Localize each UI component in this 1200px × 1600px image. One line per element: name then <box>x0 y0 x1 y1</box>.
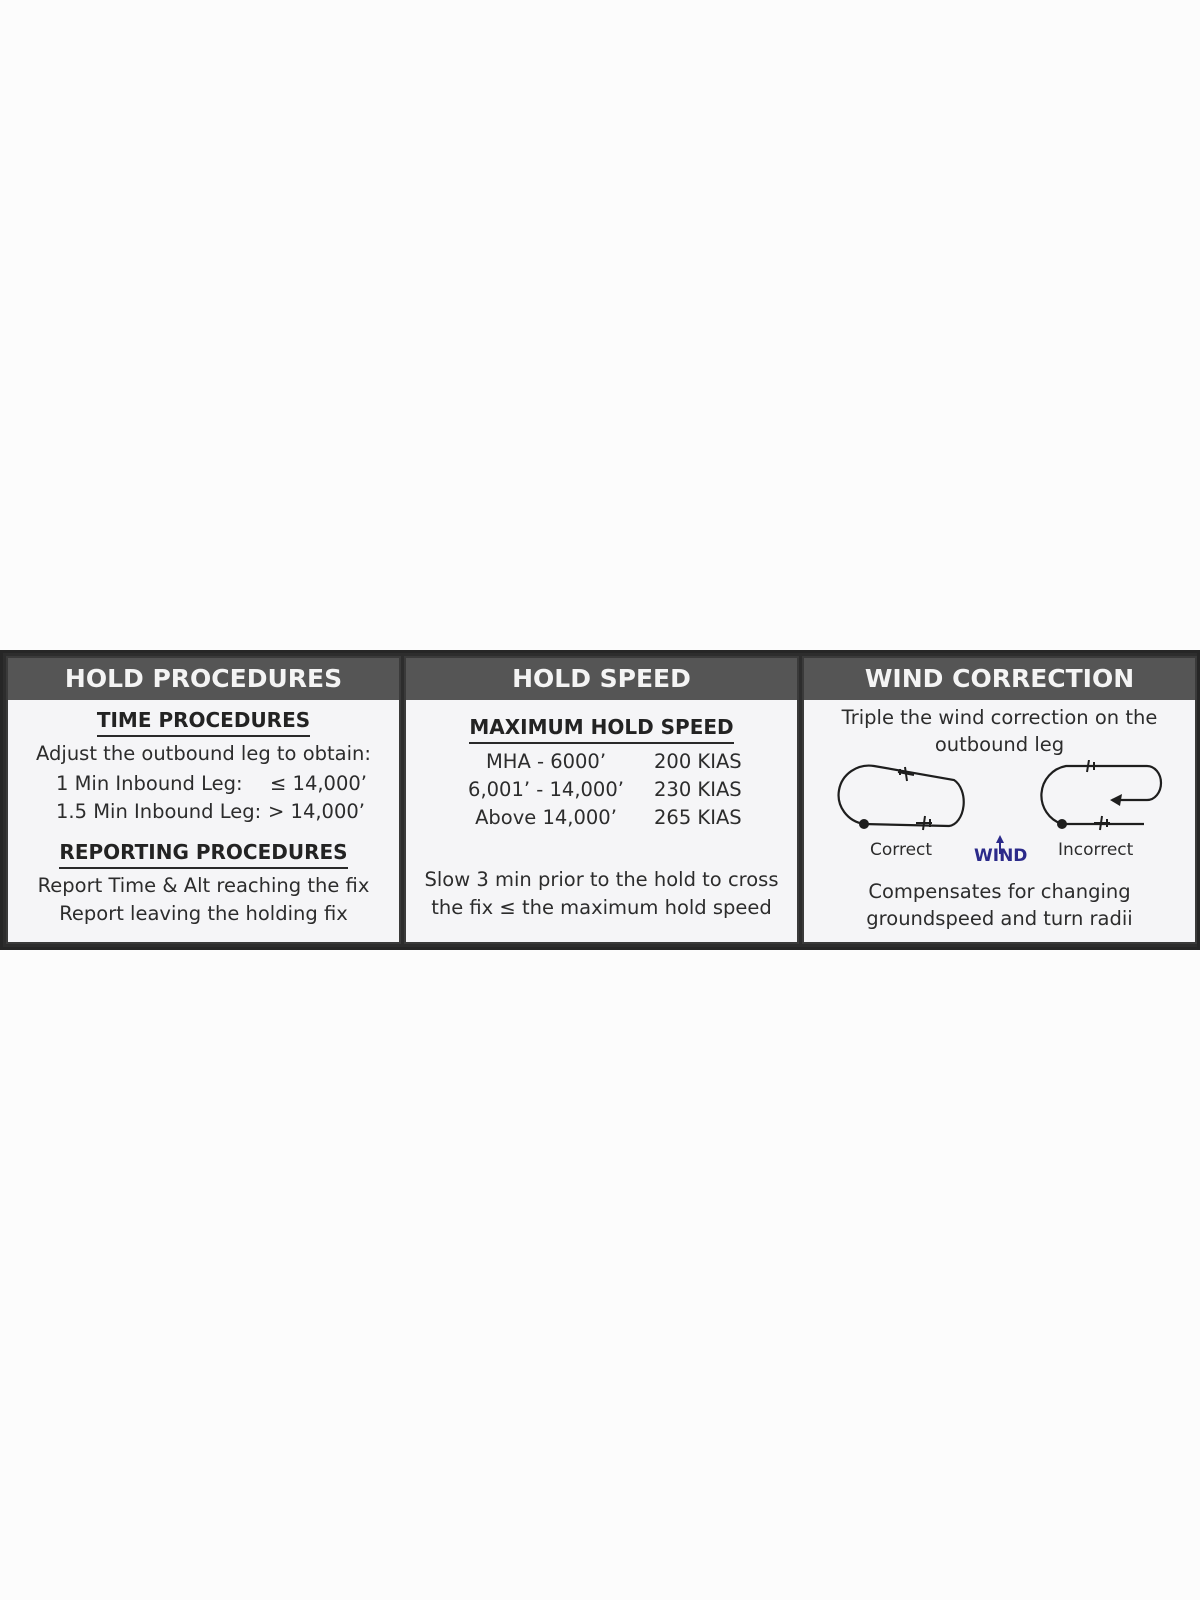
wind-correction-body <box>804 700 1195 942</box>
airplane-icon <box>1080 760 1110 830</box>
time-row-1-value: ≤ 14,000’ <box>270 772 367 795</box>
correct-hold-pattern <box>839 766 964 826</box>
speed-row-3-speed: 265 KIAS <box>654 806 742 829</box>
airplane-icon <box>898 767 932 830</box>
speed-row-3-altitude: Above 14,000’ <box>475 806 617 829</box>
correct-fix-icon <box>859 819 869 829</box>
wind-footer-line-1: Compensates for changing <box>868 880 1131 903</box>
speed-row-2-speed: 230 KIAS <box>654 778 742 801</box>
wind-correction-panel <box>802 656 1197 944</box>
hold-procedures-title: HOLD PROCEDURES <box>8 658 399 700</box>
hold-speed-title: HOLD SPEED <box>406 658 797 700</box>
wind-label: WIND <box>974 846 1028 866</box>
incorrect-label: Incorrect <box>1058 840 1134 860</box>
time-intro: Adjust the outbound leg to obtain: <box>36 742 371 765</box>
arrowhead-icon <box>1110 794 1122 806</box>
wind-footer-line-2: groundspeed and turn radii <box>866 907 1133 930</box>
hold-procedures-panel <box>6 656 401 944</box>
reporting-line-2: Report leaving the holding fix <box>59 902 348 925</box>
incorrect-fix-icon <box>1057 819 1067 829</box>
correct-label: Correct <box>870 840 933 860</box>
speed-row-2-altitude: 6,001’ - 14,000’ <box>468 778 624 801</box>
wind-intro-line-2: outbound leg <box>934 733 1065 756</box>
time-procedures-heading: TIME PROCEDURES <box>8 708 399 732</box>
speed-row-1-altitude: MHA - 6000’ <box>485 750 607 773</box>
reporting-line-1: Report Time & Alt reaching the fix <box>37 874 370 897</box>
speed-row-1-speed: 200 KIAS <box>654 750 742 773</box>
speed-note-line-2: the fix ≤ the maximum hold speed <box>431 896 772 919</box>
wind-intro-line-1: Triple the wind correction on the <box>841 706 1158 729</box>
time-row-1-label: 1 Min Inbound Leg: <box>56 772 243 795</box>
incorrect-hold-pattern <box>1041 766 1161 824</box>
time-row-2-value: > 14,000’ <box>268 800 365 823</box>
hold-procedures-body <box>8 700 399 942</box>
quick-reference-strip <box>0 650 1200 950</box>
maximum-hold-speed-heading: MAXIMUM HOLD SPEED <box>406 715 797 739</box>
hold-speed-body <box>406 700 797 942</box>
wind-correction-title: WIND CORRECTION <box>804 658 1195 700</box>
reporting-procedures-heading: REPORTING PROCEDURES <box>8 840 399 864</box>
time-row-2-label: 1.5 Min Inbound Leg: <box>56 800 262 823</box>
speed-note-line-1: Slow 3 min prior to the hold to cross <box>424 868 779 891</box>
hold-speed-panel <box>404 656 799 944</box>
